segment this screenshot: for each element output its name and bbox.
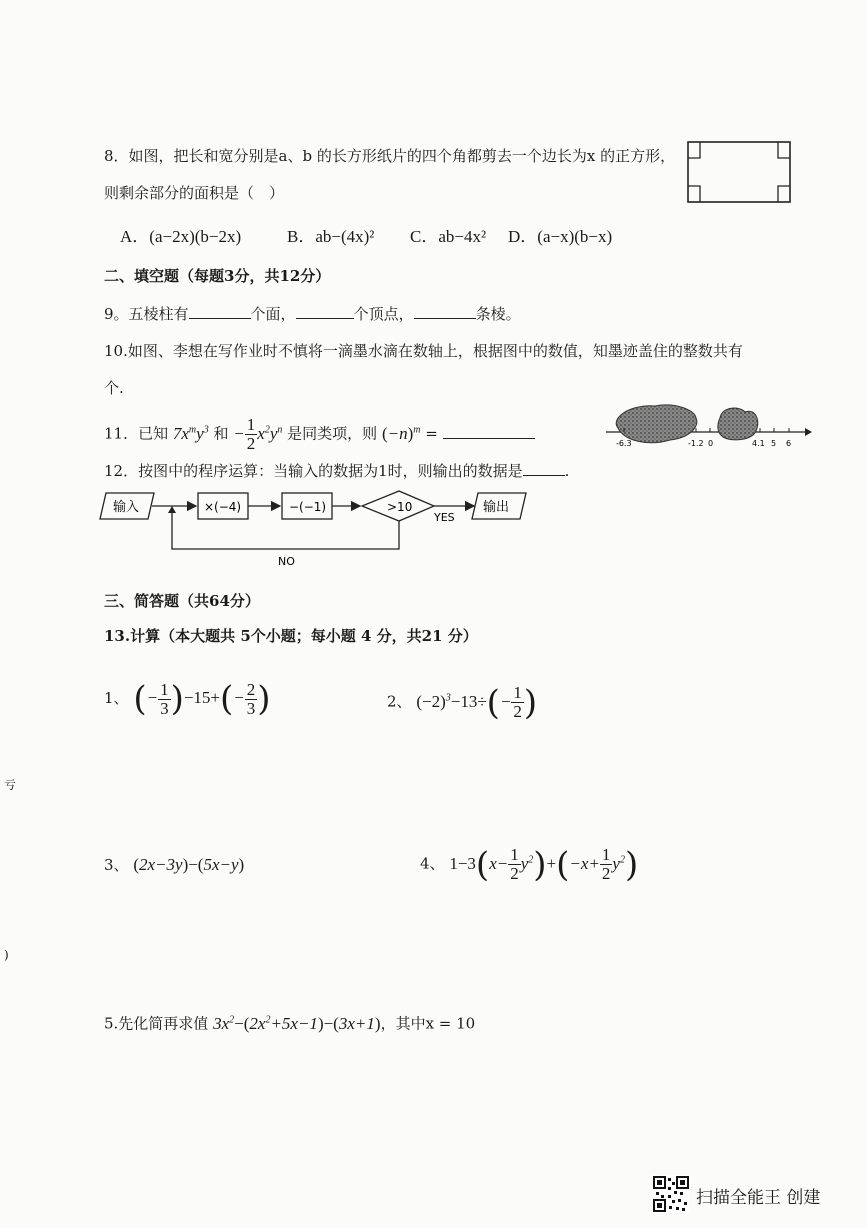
tick-label: 5 <box>771 439 777 448</box>
scanner-watermark: 扫描全能王 创建 <box>696 1188 821 1208</box>
number-line-figure <box>600 400 815 450</box>
problem-4: 4、 1−3(x− $\frac{1}{2}$ $y^2)+(-x+$ $\frac{1}{2}$ $y^2$) <box>420 844 639 885</box>
flow-yes-label: YES <box>434 511 455 524</box>
flow-input-label: 输入 <box>113 500 140 515</box>
tick-label: 4.1 <box>752 439 765 448</box>
q12: 12．按图中的程序运算：当输入的数据为1时，则输出的数据是 . <box>104 462 570 480</box>
q12-answer-blank[interactable] <box>523 461 565 476</box>
q9-blank-vertices[interactable] <box>296 304 354 319</box>
problem-2: 2、 $(-2)^3-13\div(-$ $\frac{1}{2}$ ) <box>387 682 538 723</box>
tick-label: 0 <box>708 439 714 448</box>
q8-option-d[interactable]: D．(a−x)(b−x) <box>508 227 613 246</box>
q9-blank-edges[interactable] <box>414 304 476 319</box>
q8-option-b[interactable]: B．ab−(4x)² <box>287 227 375 246</box>
flow-output-label: 输出 <box>483 500 510 515</box>
section-3-heading: 三、简答题（共64分） <box>104 592 260 610</box>
ink-blot-left <box>616 405 697 443</box>
q8-option-a[interactable]: A．(a−2x)(b−2x) <box>120 227 242 246</box>
qr-code-icon <box>652 1175 690 1213</box>
ink-blot-right <box>718 408 758 440</box>
q9-blank-faces[interactable] <box>189 304 251 319</box>
q8-option-c[interactable]: C．ab−4x² <box>410 227 487 246</box>
section-2-heading: 二、填空题（每题3分，共12分） <box>104 267 331 285</box>
margin-mark: ) <box>4 948 9 962</box>
problem-5: 5.先化简再求值 $3x^2-(2x^2+5x-1)-(3x+1)$，其中x = 10 <box>104 1013 476 1033</box>
margin-mark: 亏 <box>4 778 17 792</box>
q8-line2: 则剩余部分的面积是（ ） <box>104 184 285 202</box>
flow-op2-label: −(−1) <box>289 500 327 514</box>
q9: 9。五棱柱有 个面， 个顶点， 条棱。 <box>104 305 521 323</box>
q11: 11．已知 $7x^my^3$ 和 − $\frac{1}{2}$ $x^2y^n$ 是同类项，则 $(-n)^m$ = <box>104 410 535 454</box>
cut-corner-rectangle-figure <box>686 140 794 206</box>
problem-3: 3、 (2x−3y)−(5x−y) <box>104 855 245 874</box>
flow-op1-label: ×(−4) <box>204 500 242 514</box>
flow-no-label: NO <box>278 555 295 568</box>
flow-no-loop <box>172 509 399 549</box>
program-flowchart <box>96 487 536 572</box>
q10-line1: 10.如图、李想在写作业时不慎将一滴墨水滴在数轴上，根据图中的数值，知墨迹盖住的整数共有 <box>104 342 743 360</box>
q13-heading: 13.计算（本大题共 5个小题；每小题 4 分，共21 分） <box>104 627 478 645</box>
problem-1: 1、 (− $\frac{1}{3}$ )−15+(− $\frac{2}{3}$ ) <box>104 679 271 720</box>
flow-condition-label: >10 <box>387 500 413 514</box>
tick-label: -6.3 <box>616 439 632 448</box>
tick-label: -1.2 <box>688 439 704 448</box>
q8-line1: 8．如图，把长和宽分别是a、b 的长方形纸片的四个角都剪去一个边长为x 的正方形， <box>104 147 676 165</box>
q11-answer-blank[interactable] <box>443 424 535 439</box>
q10-line2: 个. <box>104 379 124 397</box>
tick-label: 6 <box>786 439 792 448</box>
